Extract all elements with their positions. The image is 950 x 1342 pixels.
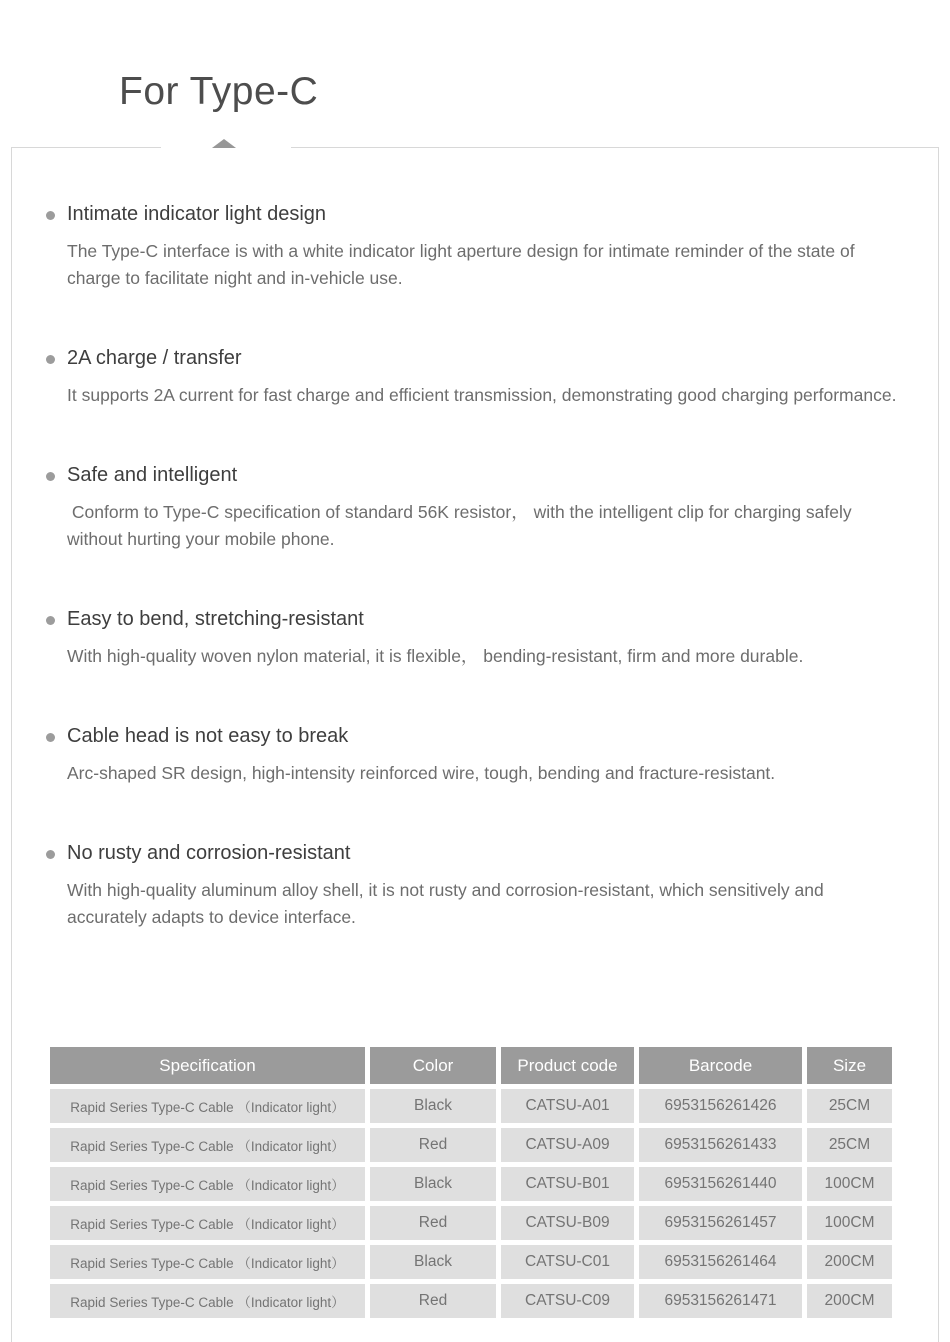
feature-body: Arc-shaped SR design, high-intensity reinforced wire, tough, bending and fracture-resistant. <box>67 763 776 783</box>
feature-section-safe-intelligent <box>67 464 912 553</box>
feature-heading-text: No rusty and corrosion-resistant <box>67 842 351 864</box>
table-row <box>50 1167 892 1201</box>
table-row <box>50 1245 892 1279</box>
feature-section-cable-head <box>67 725 912 787</box>
feature-heading-text: 2A charge / transfer <box>67 347 242 369</box>
feature-body: With high-quality woven nylon material, it is flexible， bending-resistant, firm and more durable. <box>67 646 804 666</box>
table-row <box>50 1128 892 1162</box>
cell-barcode: 6953156261440 <box>639 1167 802 1201</box>
cell-product-code: CATSU-B01 <box>501 1167 634 1201</box>
feature-heading <box>67 608 912 631</box>
spec-table-header-row <box>50 1047 892 1084</box>
feature-heading <box>67 725 912 748</box>
column-header-color: Color <box>370 1047 496 1084</box>
column-header-barcode: Barcode <box>639 1047 802 1084</box>
feature-section-easy-to-bend <box>67 608 912 670</box>
feature-section-2a-charge <box>67 347 912 409</box>
cell-size: 100CM <box>807 1206 892 1240</box>
pointer-triangle-icon <box>212 139 236 148</box>
feature-body: It supports 2A current for fast charge and efficient transmission, demonstrating good charging performance. <box>67 385 897 405</box>
cell-specification: Rapid Series Type-C Cable （Indicator light） <box>50 1128 365 1162</box>
cell-size: 25CM <box>807 1089 892 1123</box>
cell-barcode: 6953156261433 <box>639 1128 802 1162</box>
feature-body: Conform to Type-C specification of standard 56K resistor， with the intelligent clip for charging safely without hurting your mobile phone. <box>67 502 857 549</box>
cell-size: 100CM <box>807 1167 892 1201</box>
page-title: For Type-C <box>119 70 319 113</box>
feature-section-indicator-light <box>67 203 912 292</box>
feature-heading-text: Safe and intelligent <box>67 464 238 486</box>
feature-body: With high-quality aluminum alloy shell, it is not rusty and corrosion-resistant, which sensitively and accurately adapts to device interface. <box>67 880 829 927</box>
cell-product-code: CATSU-C01 <box>501 1245 634 1279</box>
feature-body: The Type-C interface is with a white indicator light aperture design for intimate reminder of the state of charge to facilitate night and in-vehicle use. <box>67 241 860 288</box>
bullet-icon <box>46 616 55 625</box>
cell-barcode: 6953156261471 <box>639 1284 802 1318</box>
bullet-icon <box>46 211 55 220</box>
feature-heading <box>67 464 912 487</box>
feature-heading-text: Cable head is not easy to break <box>67 725 349 747</box>
cell-size: 200CM <box>807 1245 892 1279</box>
cell-barcode: 6953156261457 <box>639 1206 802 1240</box>
spec-table <box>45 1042 897 1323</box>
feature-section-no-rust <box>67 842 912 931</box>
bullet-icon <box>46 355 55 364</box>
cell-product-code: CATSU-B09 <box>501 1206 634 1240</box>
column-header-size: Size <box>807 1047 892 1084</box>
cell-color: Black <box>370 1089 496 1123</box>
cell-specification: Rapid Series Type-C Cable （Indicator light） <box>50 1284 365 1318</box>
cell-product-code: CATSU-A01 <box>501 1089 634 1123</box>
feature-heading <box>67 347 912 370</box>
feature-heading-text: Intimate indicator light design <box>67 203 327 225</box>
table-row <box>50 1089 892 1123</box>
cell-color: Black <box>370 1245 496 1279</box>
bullet-icon <box>46 733 55 742</box>
cell-product-code: CATSU-C09 <box>501 1284 634 1318</box>
feature-heading-text: Easy to bend, stretching-resistant <box>67 608 364 630</box>
cell-specification: Rapid Series Type-C Cable （Indicator light） <box>50 1245 365 1279</box>
column-header-specification: Specification <box>50 1047 365 1084</box>
table-row <box>50 1284 892 1318</box>
cell-size: 25CM <box>807 1128 892 1162</box>
bullet-icon <box>46 472 55 481</box>
cell-color: Red <box>370 1128 496 1162</box>
cell-barcode: 6953156261426 <box>639 1089 802 1123</box>
feature-heading <box>67 842 912 865</box>
cell-color: Red <box>370 1206 496 1240</box>
cell-size: 200CM <box>807 1284 892 1318</box>
cell-color: Black <box>370 1167 496 1201</box>
column-header-product-code: Product code <box>501 1047 634 1084</box>
cell-color: Red <box>370 1284 496 1318</box>
cell-product-code: CATSU-A09 <box>501 1128 634 1162</box>
feature-heading <box>67 203 912 226</box>
bullet-icon <box>46 850 55 859</box>
cell-specification: Rapid Series Type-C Cable （Indicator light） <box>50 1206 365 1240</box>
table-row <box>50 1206 892 1240</box>
cell-barcode: 6953156261464 <box>639 1245 802 1279</box>
cell-specification: Rapid Series Type-C Cable （Indicator light） <box>50 1089 365 1123</box>
cell-specification: Rapid Series Type-C Cable （Indicator light） <box>50 1167 365 1201</box>
panel-top-border-right <box>291 147 938 148</box>
panel-top-border-left <box>12 147 161 148</box>
feature-list <box>67 203 912 986</box>
